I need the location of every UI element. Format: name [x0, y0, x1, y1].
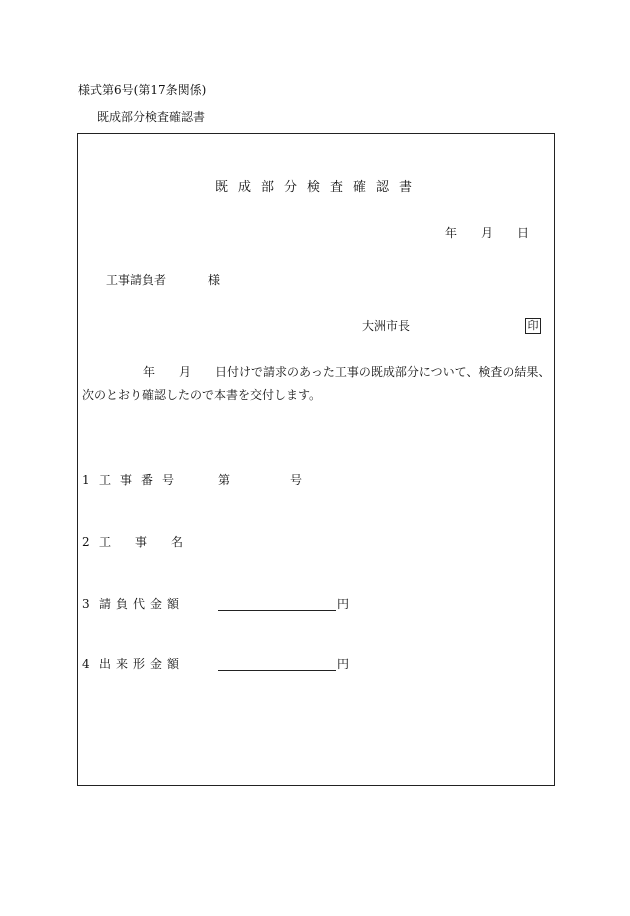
issuer-name: 大洲市長	[362, 319, 411, 333]
seal-mark: 印	[525, 318, 541, 334]
addressee-label: 工事請負者	[106, 273, 167, 287]
item-construction-name	[82, 536, 183, 548]
addressee	[106, 274, 220, 286]
date-month: 月	[481, 226, 494, 240]
item-number: 2	[82, 535, 90, 549]
item-label: 請負代金額	[99, 597, 185, 611]
date-year: 年	[445, 226, 458, 240]
addressee-honorific: 様	[208, 273, 221, 287]
amount-unit: 円	[337, 597, 350, 611]
document-title: 既成部分検査確認書	[215, 180, 423, 195]
number-suffix: 号	[290, 473, 303, 487]
item-construction-number	[82, 473, 303, 487]
item-label: 工 事 名	[99, 535, 184, 549]
item-label: 出来形金額	[99, 657, 185, 671]
body-month: 月	[179, 365, 192, 379]
body-text-line-2: 次のとおり確認したので本書を交付します。	[82, 388, 322, 402]
amount-underline	[218, 597, 336, 611]
form-number-label: 様式第6号(第17条関係)	[78, 83, 207, 97]
item-label: 工事番号	[99, 473, 184, 487]
amount-underline	[218, 657, 336, 671]
item-contract-amount	[82, 597, 350, 611]
body-line1-rest: 日付けで請求のあった工事の既成部分について、検査の結果、	[215, 365, 551, 379]
item-number: 4	[82, 657, 90, 671]
number-prefix: 第	[218, 473, 231, 487]
amount-unit: 円	[337, 657, 350, 671]
body-text-line-1	[143, 366, 550, 378]
form-name: 既成部分検査確認書	[97, 110, 206, 124]
item-completed-amount	[82, 657, 350, 671]
issue-date	[445, 227, 529, 239]
item-number: 1	[82, 473, 90, 487]
item-number: 3	[82, 597, 90, 611]
body-year: 年	[143, 365, 156, 379]
date-day: 日	[517, 226, 530, 240]
